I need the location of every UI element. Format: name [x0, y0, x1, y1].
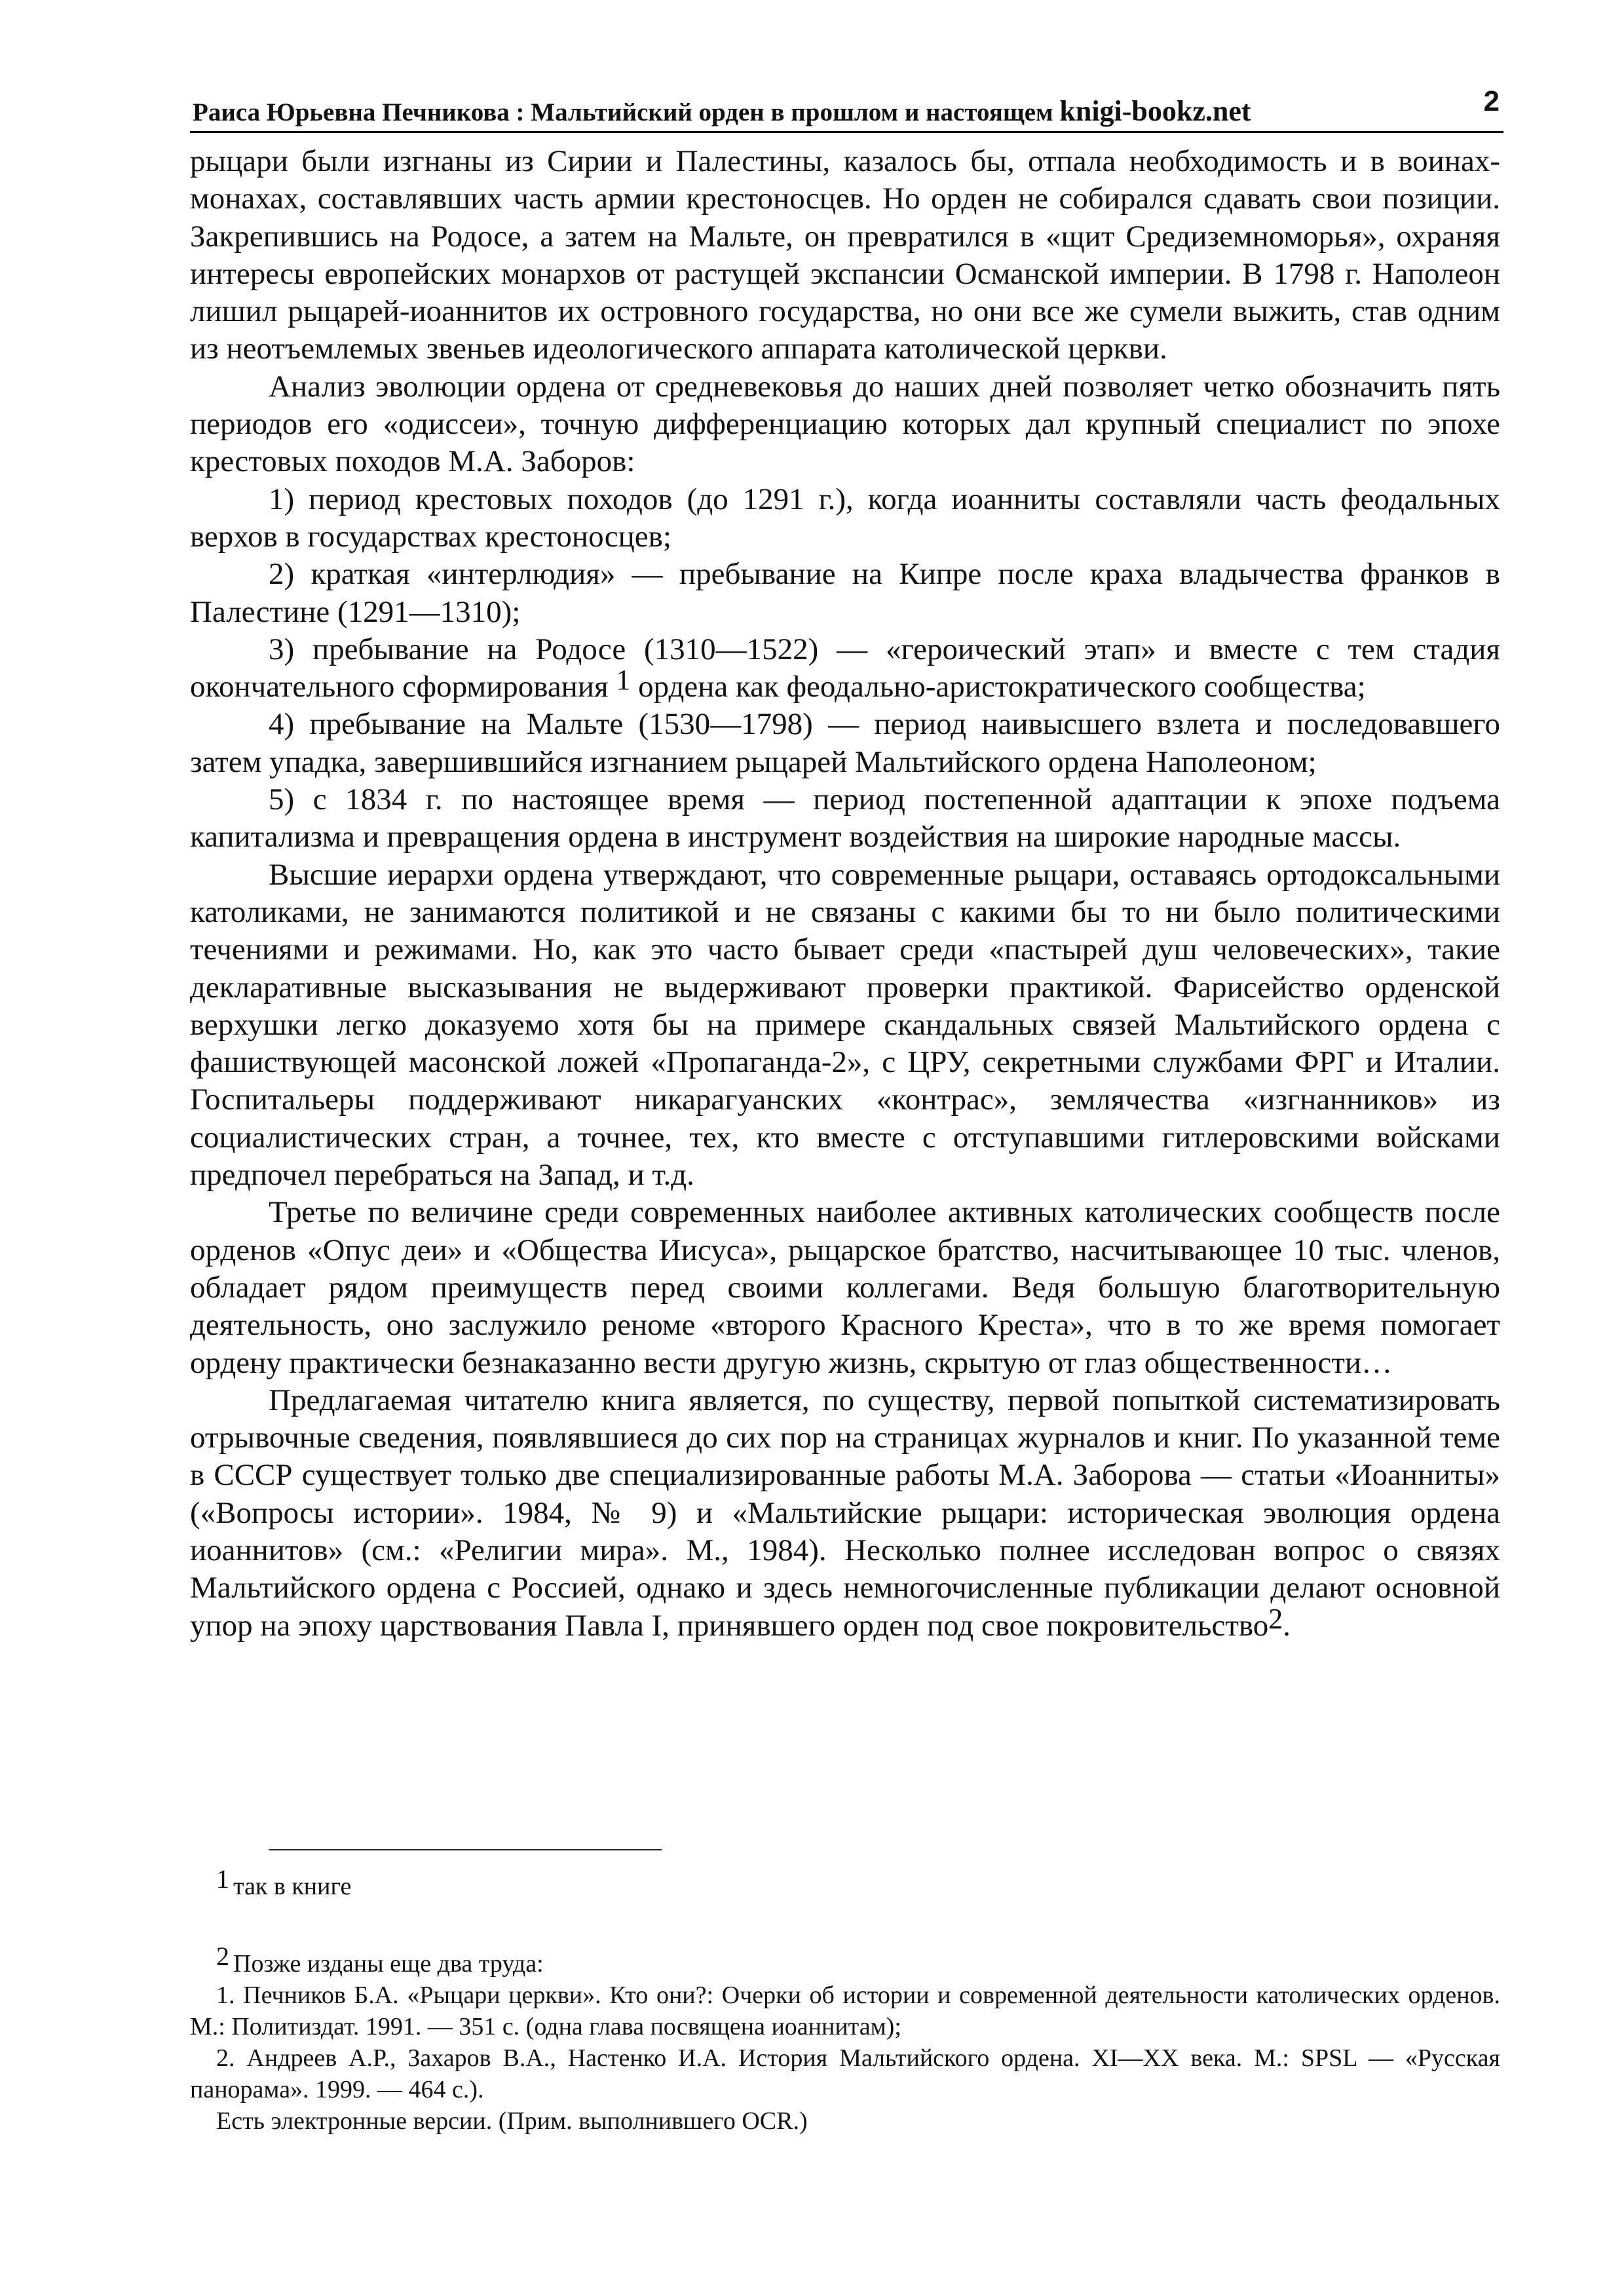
paragraph-text: Предлагаемая читателю книга является, по существу, первой попыткой систематизировать отрывочные сведения, появлявшиеся до сих пор на страницах журналов и книг. По указанной теме в СССР существует только две специализированные работы М.А. Заборова — статьи «Иоанниты» («Вопросы истории». 1984, № 9) и «Мальтийские рыцари: историческая эволюция ордена иоаннитов» (см.: «Религии мира». М., 1984). Несколько полнее исследован вопрос о связях Мальтийского ордена с Россией, однако и здесь немногочисленные публикации делают основной упор на эпоху царствования Павла I, принявшего орден под свое покровительство	[190, 1383, 1500, 1643]
period-item: 2) краткая «интерлюдия» — пребывание на Кипре после краха владычества франков в Палестине (1291—1310);	[190, 557, 1500, 629]
footnote-ocr-note: Есть электронные версии. (Прим. выполнившего OCR.)	[216, 2107, 808, 2135]
paragraph: рыцари были изгнаны из Сирии и Палестины, казалось бы, отпала необходимость и в воинах-монахах, составлявших часть армии крестоносцев. Но орден не собирался сдавать свои позиции. Закрепившись на Родосе, а затем на Мальте, он превратился в «щит Средиземноморья», охраняя интересы европейских монархов от растущей экспансии Османской империи. В 1798 г. Наполеон лишил рыцарей-иоаннитов их островного государства, но они все же сумели выжить, став одним из неотъемлемых звеньев идеологического аппарата католической церкви.	[190, 144, 1500, 366]
header-title	[193, 94, 1251, 128]
header-book-title: Раиса Юрьевна Печникова : Мальтийский орден в прошлом и настоящем	[193, 98, 1053, 126]
footnote-text: Позже изданы еще два труда:	[233, 1950, 544, 1978]
period-item: 1) период крестовых походов (до 1291 г.), когда иоанниты составляли часть феодальных верхов в государствах крестоносцев;	[190, 482, 1500, 554]
paragraph-text: .	[1283, 1608, 1291, 1643]
footnote-separator	[269, 1849, 662, 1850]
footnote-mark: 1	[216, 1864, 229, 1894]
paragraph: Анализ эволюции ордена от средневековья до наших дней позволяет четко обозначить пять периодов его «одиссеи», точную дифференциацию которых дал крупный специалист по эпохе крестовых походов М.А. Заборов:	[190, 369, 1500, 479]
paragraph: Третье по величине среди современных наиболее активных католических сообществ после орденов «Опус деи» и «Общества Иисуса», рыцарское братство, насчитывающее 10 тыс. членов, обладает рядом преимуществ перед своими коллегами. Ведя большую благотворительную деятельность, оно заслужило реноме «второго Красного Креста», что в то же время помогает ордену практически безнаказанно вести другую жизнь, скрытую от глаз общественности…	[190, 1195, 1500, 1380]
header-site: knigi-bookz.net	[1059, 95, 1251, 127]
footnote-ref-2[interactable]: 2	[1268, 1602, 1283, 1635]
footnote-1	[190, 1864, 1500, 1902]
footnote-ref-1[interactable]: 1	[616, 664, 631, 697]
page-number: 2	[1483, 85, 1500, 117]
footnote-mark: 2	[216, 1942, 229, 1971]
footnote-text: так в книге	[233, 1873, 352, 1900]
footnotes	[190, 1864, 1500, 2137]
period-item: 5) с 1834 г. по настоящее время — период постепенной адаптации к эпохе подъема капитализма и превращения ордена в инструмент воздействия на широкие народные массы.	[190, 782, 1500, 854]
footnote-list-item: 2. Андреев А.Р., Захаров В.А., Настенко И.А. История Мальтийского ордена. XI—XX века. М.: SPSL — «Русская панорама». 1999. — 464 с.).	[190, 2044, 1500, 2103]
footnote-list-item: 1. Печников Б.А. «Рыцари церкви». Кто они?: Очерки об истории и современной деятельности католических орденов. М.: Политиздат. 1991. — 351 с. (одна глава посвящена иоаннитам);	[190, 1981, 1500, 2040]
running-header	[190, 85, 1503, 133]
paragraph	[190, 1382, 1500, 1645]
period-item: 4) пребывание на Мальте (1530—1798) — период наивысшего взлета и последовавшего затем упадка, завершившийся изгнанием рыцарей Мальтийского ордена Наполеоном;	[190, 707, 1500, 779]
paragraph-text: ордена как феодально-аристократического сообщества;	[638, 670, 1366, 704]
footnote-2	[190, 1942, 1500, 1980]
paragraph: Высшие иерархи ордена утверждают, что современные рыцари, оставаясь ортодоксальными католиками, не занимаются политикой и не связаны с какими бы то ни было политическими течениями и режимами. Но, как это часто бывает среди «пастырей душ человеческих», такие декларативные высказывания не выдерживают проверки практикой. Фарисейство орденской верхушки легко доказуемо хотя бы на примере скандальных связей Мальтийского ордена с фашиствующей масонской ложей «Пропаганда-2», с ЦРУ, секретными службами ФРГ и Италии. Госпитальеры поддерживают никарагуанских «контрас», землячества «изгнанников» из социалистических стран, а точнее, тех, кто вместе с отступавшими гитлеровскими войсками предпочел перебраться на Запад, и т.д.	[190, 857, 1500, 1193]
period-item	[190, 631, 1500, 706]
paragraph-text: 3) пребывание на Родосе (1310—1522) — «героический этап» и вместе с тем стадия окончательного сформирования	[190, 632, 1500, 704]
body-text	[190, 143, 1500, 1645]
